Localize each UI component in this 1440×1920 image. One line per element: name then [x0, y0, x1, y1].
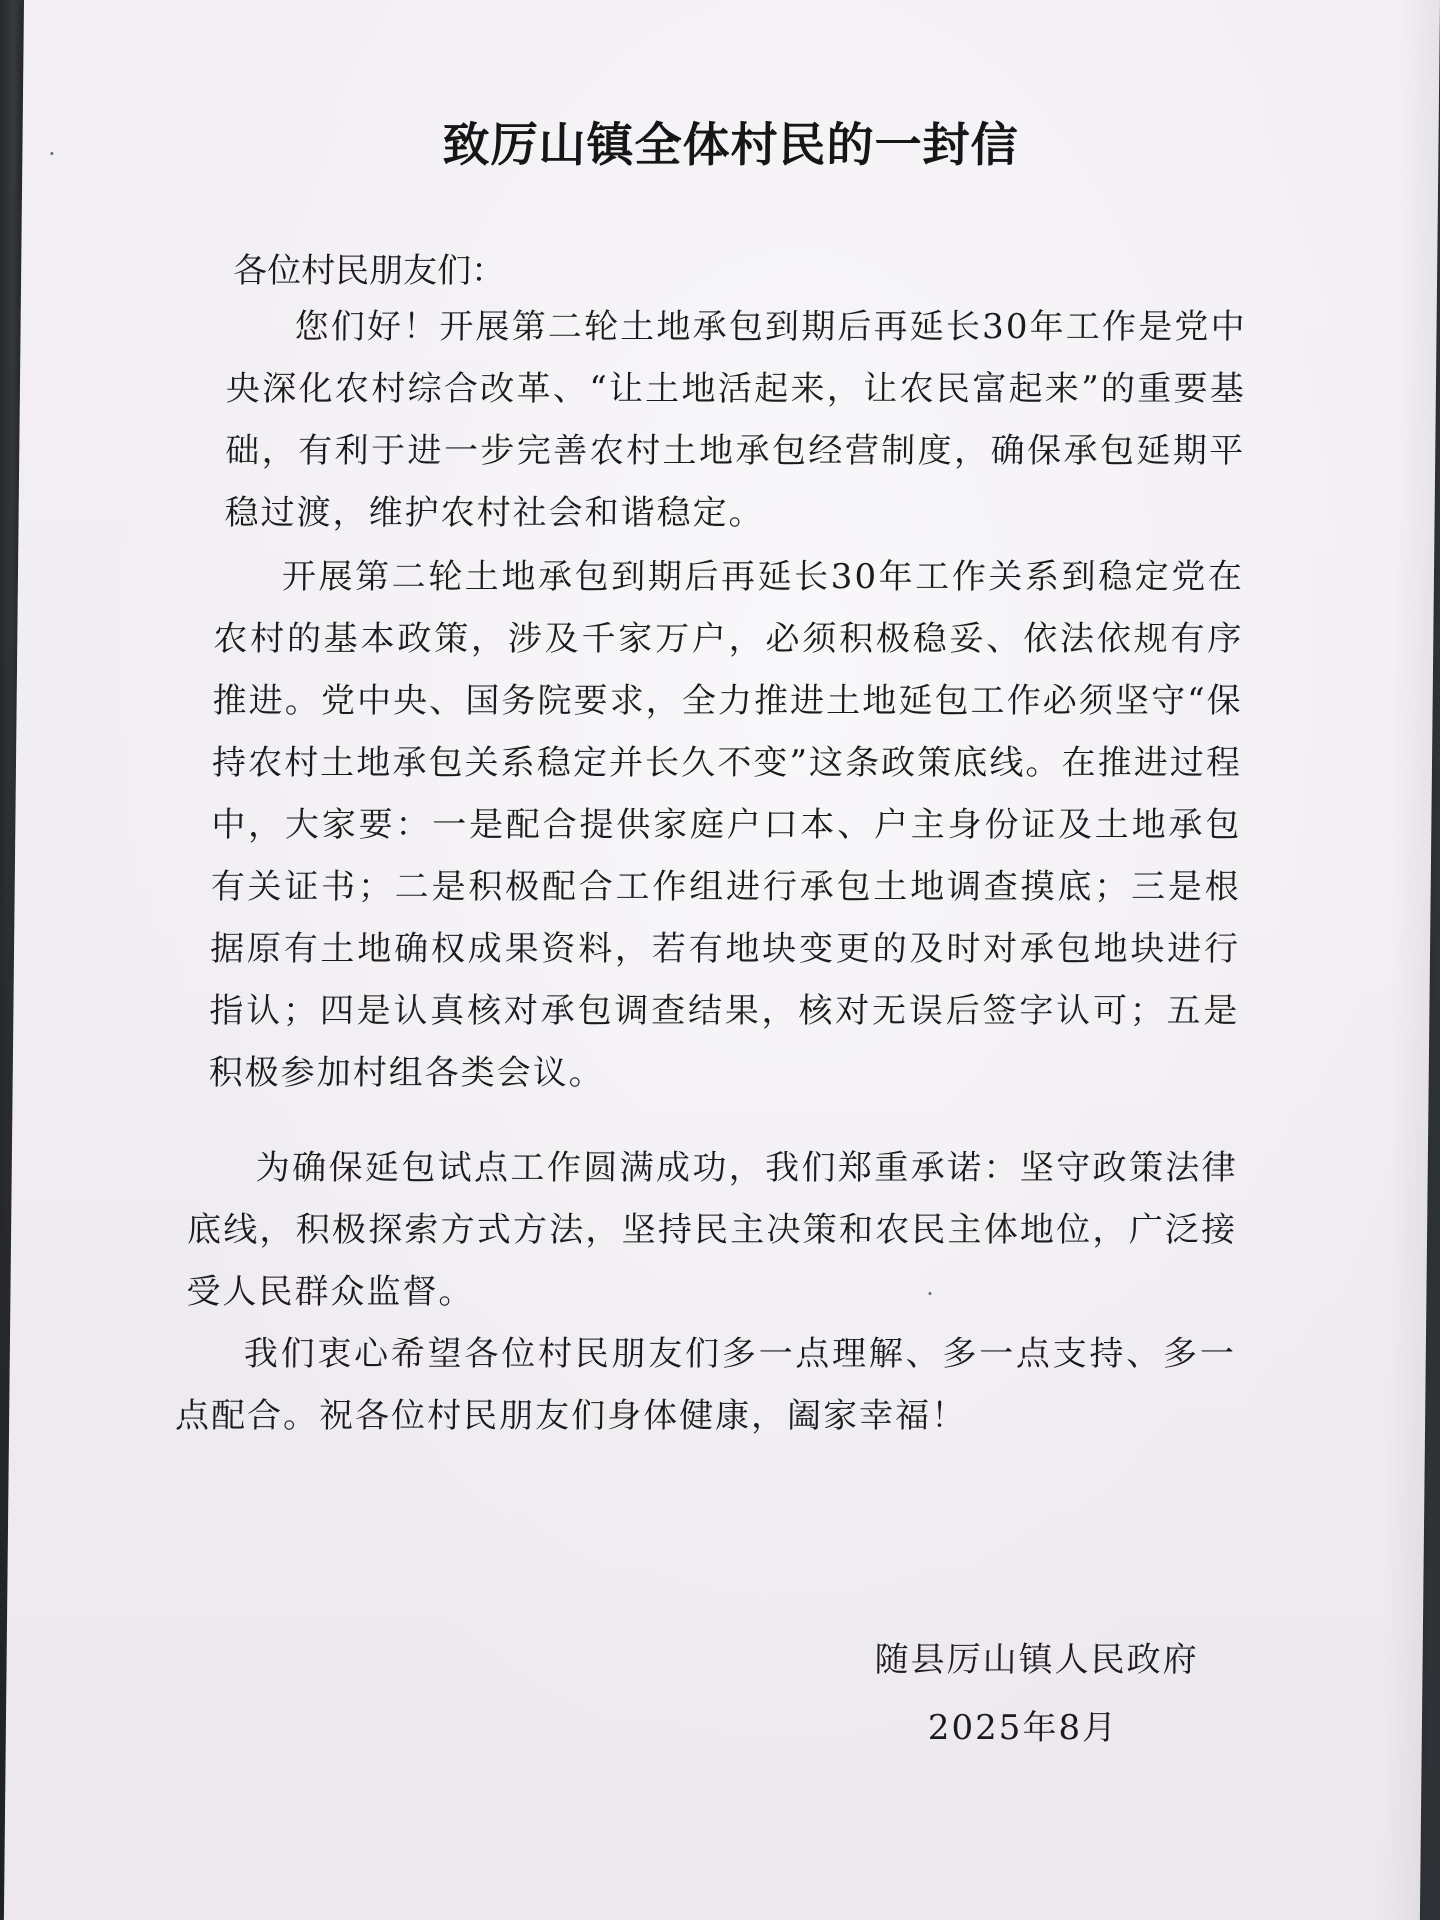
signature-date: 2025年8月: [927, 1708, 1119, 1748]
letter-paragraph-1: 您们好！开展第二轮土地承包到期后再延长30年工作是党中央深化农村综合改革、“让土地活起来，让农民富起来”的重要基础，有利于进一步完善农村土地承包经营制度，确保承包延期平稳过渡，维护农村社会和谐稳定。: [224, 307, 1247, 533]
letter-sheet: [4, 0, 1440, 1920]
paper-speck: [928, 1292, 931, 1295]
letter-paragraph-4: 我们衷心希望各位村民朋友们多一点理解、多一点支持、多一点配合。祝各位村民朋友们身体健康，阖家幸福！: [174, 1334, 1237, 1436]
letter-salutation: 各位村民朋友们：: [232, 251, 506, 291]
signature-organization: 随县厉山镇人民政府: [874, 1640, 1199, 1680]
letter-paragraph-2: 开展第二轮土地承包到期后再延长30年工作关系到稳定党在农村的基本政策，涉及千家万户，必须积极稳妥、依法依规有序推进。党中央、国务院要求，全力推进土地延包工作必须坚守“保持农村土地承包关系稳定并长久不变”这条政策底线。在推进过程中，大家要：一是配合提供家庭户口本、户主身份证及土地承包有关证书；二是积极配合工作组进行承包土地调查摸底；三是根据原有土地确权成果资料，若有地块变更的及时对承包地块进行指认；四是认真核对承包调查结果，核对无误后签字认可；五是积极参加村组各类会议。: [208, 557, 1245, 1093]
letter-title: 致厉山镇全体村民的一封信: [442, 118, 1019, 173]
paper-shadow: [1380, 0, 1440, 1920]
paper-speck: [50, 152, 53, 155]
letter-paragraph-3: 为确保延包试点工作圆满成功，我们郑重承诺：坚守政策法律底线，积极探索方式方法，坚持民主决策和农民主体地位，广泛接受人民群众监督。: [186, 1148, 1238, 1312]
